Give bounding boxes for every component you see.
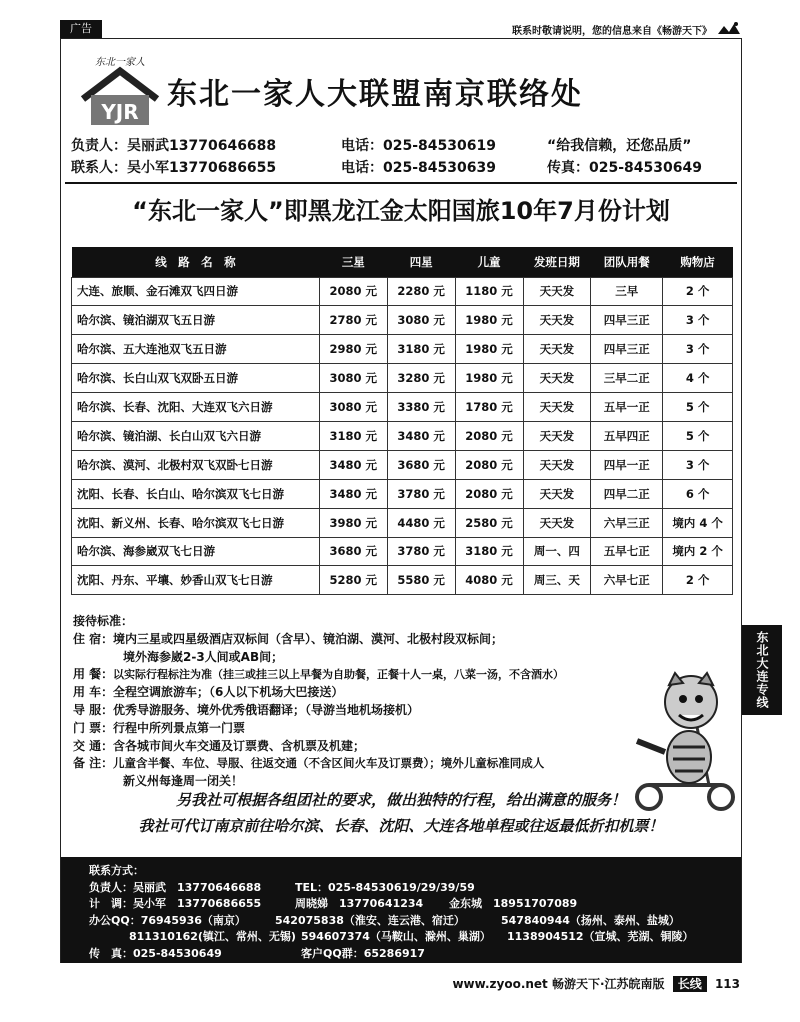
price-three-star: 2780 元 bbox=[319, 306, 387, 335]
meals: 四早三正 bbox=[591, 306, 663, 335]
departure: 天天发 bbox=[523, 364, 591, 393]
col-shops: 购物店 bbox=[663, 247, 733, 277]
contact-line-5: 传 真：025-84530649 客户QQ群：65286917 bbox=[89, 946, 425, 960]
departure: 天天发 bbox=[523, 479, 591, 508]
shops: 2 个 bbox=[663, 566, 733, 595]
route-name: 哈尔滨、长白山双飞双卧五日游 bbox=[72, 364, 320, 393]
std-car: 用 车：全程空调旅游车；（6人以下机场大巴接送） bbox=[73, 685, 344, 700]
table-header-row bbox=[72, 247, 733, 277]
contact-line-2: 计 调：吴小军 13770686655 周晓娣 13770641234 金东城 18951707089 bbox=[89, 897, 578, 910]
price-three-star: 3080 元 bbox=[319, 364, 387, 393]
price-three-star: 5280 元 bbox=[319, 566, 387, 595]
departure: 天天发 bbox=[523, 421, 591, 450]
departure: 天天发 bbox=[523, 277, 591, 306]
price-three-star: 3680 元 bbox=[319, 537, 387, 566]
price-four-star: 3280 元 bbox=[387, 364, 455, 393]
meals: 五早四正 bbox=[591, 421, 663, 450]
ad-label: 广告 bbox=[60, 20, 102, 38]
std-note: 备 注：儿童含半餐、车位、导服、往返交通（不含区间火车及订票费）；境外儿童标准同成人 bbox=[73, 756, 545, 771]
price-child: 4080 元 bbox=[455, 566, 523, 595]
std-lodging-cont: 境外海参崴2-3人间或AB间； bbox=[123, 649, 284, 664]
shops: 4 个 bbox=[663, 364, 733, 393]
meals: 六早三正 bbox=[591, 508, 663, 537]
departure: 周一、四 bbox=[523, 537, 591, 566]
header-contacts bbox=[71, 135, 733, 179]
departure: 天天发 bbox=[523, 508, 591, 537]
meals: 六早七正 bbox=[591, 566, 663, 595]
shops: 3 个 bbox=[663, 450, 733, 479]
std-note-cont: 新义州每逢周一闭关！ bbox=[123, 774, 244, 789]
contact-row-1 bbox=[71, 135, 733, 157]
price-three-star: 2080 元 bbox=[319, 277, 387, 306]
price-child: 3180 元 bbox=[455, 537, 523, 566]
table-row bbox=[72, 335, 733, 364]
shops: 5 个 bbox=[663, 421, 733, 450]
meals: 五早七正 bbox=[591, 537, 663, 566]
col-child: 儿童 bbox=[455, 247, 523, 277]
route-name: 沈阳、长春、长白山、哈尔滨双飞七日游 bbox=[72, 479, 320, 508]
departure: 天天发 bbox=[523, 306, 591, 335]
meals: 五早一正 bbox=[591, 393, 663, 422]
route-name: 哈尔滨、镜泊湖双飞五日游 bbox=[72, 306, 320, 335]
shops: 6 个 bbox=[663, 479, 733, 508]
section-tag: 长线 bbox=[673, 976, 707, 992]
table-row bbox=[72, 508, 733, 537]
magazine-logo-icon bbox=[716, 20, 742, 38]
price-child: 1180 元 bbox=[455, 277, 523, 306]
logo-caption: 东北一家人 bbox=[95, 57, 145, 68]
advert-frame bbox=[60, 38, 742, 963]
price-three-star: 3480 元 bbox=[319, 479, 387, 508]
publication: 畅游天下·江苏皖南版 bbox=[551, 977, 665, 991]
slogan-2: 我社可代订南京前往哈尔滨、长春、沈阳、大连各地单程或往返最低折扣机票！ bbox=[138, 817, 664, 835]
col-route: 线 路 名 称 bbox=[72, 247, 320, 277]
price-four-star: 3780 元 bbox=[387, 479, 455, 508]
price-four-star: 5580 元 bbox=[387, 566, 455, 595]
page-footer bbox=[452, 975, 740, 992]
agency-title: 东北一家人大联盟南京联络处 bbox=[167, 77, 583, 112]
contact-box bbox=[61, 857, 741, 963]
top-bar bbox=[60, 20, 742, 38]
manager-contact: 负责人：吴丽武13770646688 bbox=[71, 138, 277, 154]
route-name: 哈尔滨、海参崴双飞七日游 bbox=[72, 537, 320, 566]
plan-title: “东北一家人”即黑龙江金太阳国旅10年7月份计划 bbox=[132, 197, 670, 225]
motto: “给我信赖，还您品质” bbox=[547, 138, 692, 154]
price-three-star: 3180 元 bbox=[319, 421, 387, 450]
phone-2: 电话：025-84530639 bbox=[341, 160, 496, 176]
website: www.zyoo.net bbox=[452, 977, 548, 991]
contact-box-title: 联系方式： bbox=[89, 864, 144, 877]
phone-1: 电话：025-84530619 bbox=[341, 138, 496, 154]
agency-header bbox=[71, 49, 733, 181]
slogans bbox=[91, 787, 711, 839]
price-child: 2080 元 bbox=[455, 479, 523, 508]
shops: 3 个 bbox=[663, 306, 733, 335]
fax: 传真：025-84530649 bbox=[547, 160, 702, 176]
table-row bbox=[72, 479, 733, 508]
price-four-star: 4480 元 bbox=[387, 508, 455, 537]
table-row bbox=[72, 364, 733, 393]
table-row bbox=[72, 450, 733, 479]
price-child: 2080 元 bbox=[455, 450, 523, 479]
std-traffic: 交 通：含各城市间火车交通及订票费、含机票及机建； bbox=[73, 738, 366, 753]
price-child: 1980 元 bbox=[455, 335, 523, 364]
meals: 三早 bbox=[591, 277, 663, 306]
meals: 四早三正 bbox=[591, 335, 663, 364]
shops: 2 个 bbox=[663, 277, 733, 306]
price-four-star: 3180 元 bbox=[387, 335, 455, 364]
price-three-star: 3480 元 bbox=[319, 450, 387, 479]
agency-logo bbox=[77, 53, 163, 133]
table-row bbox=[72, 277, 733, 306]
route-name: 沈阳、丹东、平壤、妙香山双飞七日游 bbox=[72, 566, 320, 595]
departure: 天天发 bbox=[523, 450, 591, 479]
price-child: 1780 元 bbox=[455, 393, 523, 422]
route-price-table bbox=[71, 247, 733, 595]
price-child: 1980 元 bbox=[455, 306, 523, 335]
departure: 天天发 bbox=[523, 335, 591, 364]
std-guide: 导 服：优秀导游服务、境外优秀俄语翻译；（导游当地机场接机） bbox=[73, 702, 420, 717]
meals: 三早二正 bbox=[591, 364, 663, 393]
price-four-star: 3480 元 bbox=[387, 421, 455, 450]
price-three-star: 2980 元 bbox=[319, 335, 387, 364]
svg-text:YJR: YJR bbox=[101, 100, 139, 124]
price-four-star: 2280 元 bbox=[387, 277, 455, 306]
route-name: 沈阳、新义州、长春、哈尔滨双飞七日游 bbox=[72, 508, 320, 537]
contact-person: 联系人：吴小军13770686655 bbox=[71, 160, 277, 176]
col-meals: 团队用餐 bbox=[591, 247, 663, 277]
shops: 5 个 bbox=[663, 393, 733, 422]
source-note: 联系时敬请说明，您的信息来自《畅游天下》 bbox=[512, 26, 712, 37]
route-name: 大连、旅顺、金石滩双飞四日游 bbox=[72, 277, 320, 306]
price-three-star: 3080 元 bbox=[319, 393, 387, 422]
meals: 四早二正 bbox=[591, 479, 663, 508]
route-name: 哈尔滨、长春、沈阳、大连双飞六日游 bbox=[72, 393, 320, 422]
section-side-tab: 东北大连专线 bbox=[742, 625, 782, 715]
house-logo-icon bbox=[77, 53, 163, 133]
route-name: 哈尔滨、漠河、北极村双飞双卧七日游 bbox=[72, 450, 320, 479]
departure: 周三、天 bbox=[523, 566, 591, 595]
contact-line-3: 办公QQ：76945936（南京） 542075838（淮安、连云港、宿迁） 547840944（扬州、泰州、盐城） bbox=[89, 913, 680, 927]
price-child: 1980 元 bbox=[455, 364, 523, 393]
std-lodging: 住 宿：境内三星或四星级酒店双标间（含早）、镜泊湖、漠河、北极村段双标间； bbox=[73, 631, 504, 646]
standards-title: 接待标准： bbox=[73, 614, 134, 628]
shops: 境内 4 个 bbox=[663, 508, 733, 537]
departure: 天天发 bbox=[523, 393, 591, 422]
price-child: 2580 元 bbox=[455, 508, 523, 537]
price-four-star: 3380 元 bbox=[387, 393, 455, 422]
col-departure: 发班日期 bbox=[523, 247, 591, 277]
price-three-star: 3980 元 bbox=[319, 508, 387, 537]
price-four-star: 3080 元 bbox=[387, 306, 455, 335]
price-four-star: 3780 元 bbox=[387, 537, 455, 566]
shops: 3 个 bbox=[663, 335, 733, 364]
page-number: 113 bbox=[714, 977, 740, 991]
price-child: 2080 元 bbox=[455, 421, 523, 450]
table-row bbox=[72, 537, 733, 566]
contact-row-2 bbox=[71, 157, 733, 179]
price-four-star: 3680 元 bbox=[387, 450, 455, 479]
table-row bbox=[72, 306, 733, 335]
table-row bbox=[72, 393, 733, 422]
col-four-star: 四星 bbox=[387, 247, 455, 277]
header-divider bbox=[65, 182, 737, 184]
table-row bbox=[72, 421, 733, 450]
col-three-star: 三星 bbox=[319, 247, 387, 277]
std-ticket: 门 票：行程中所列景点第一门票 bbox=[73, 720, 246, 735]
std-meals: 用 餐：以实际行程标注为准（挂三或挂三以上早餐为自助餐，正餐十人一桌，八菜一汤，不含酒水） bbox=[73, 667, 564, 682]
slogan-1: 另我社可根据各组团社的要求，做出独特的行程，给出满意的服务！ bbox=[175, 791, 626, 809]
contact-line-1: 负责人：吴丽武 13770646688 TEL：025-84530619/29/39/59 bbox=[89, 880, 475, 894]
route-name: 哈尔滨、镜泊湖、长白山双飞六日游 bbox=[72, 421, 320, 450]
shops: 境内 2 个 bbox=[663, 537, 733, 566]
table-row bbox=[72, 566, 733, 595]
route-name: 哈尔滨、五大连池双飞五日游 bbox=[72, 335, 320, 364]
contact-line-4: 811310162(镇江、常州、无锡) 594607374（马鞍山、滁州、巢湖） 1138904512（宣城、芜湖、铜陵） bbox=[129, 930, 694, 943]
meals: 四早一正 bbox=[591, 450, 663, 479]
